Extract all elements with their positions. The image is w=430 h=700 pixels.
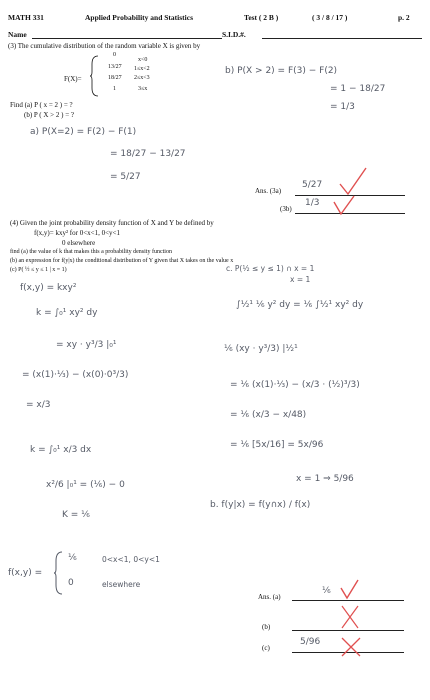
problem3-statement: (3) The cumulative distribution of the random variable X is given by	[8, 42, 201, 50]
joint-pdf: f(x,y)= kxy² for 0<x<1, 0<y<1	[34, 229, 120, 237]
joint-pdf-elsewhere: 0 elsewhere	[62, 239, 96, 247]
work-4-right-3: = ⅙ (x(1)·⅓) − (x/3 · (½)³/3)	[230, 380, 360, 390]
work-4-right-2: ⅙ (xy · y³/3) |½¹	[224, 344, 298, 354]
cdf-case-4-cond: 3≤x	[138, 86, 148, 92]
cdf-case-1-value: 0	[113, 52, 116, 58]
work-4-left-1: f(x,y) = kxy²	[20, 283, 77, 293]
find-3a: Find (a) P ( x = 2 ) = ?	[10, 101, 73, 109]
cdf-case-3-cond: 2≤x<3	[134, 75, 150, 81]
cdf-case-2-value: 13/27	[108, 64, 122, 70]
work-3a-line3: = 5/27	[110, 172, 141, 182]
ans-4c-label: (c)	[262, 644, 270, 652]
piecewise-brace	[54, 552, 64, 594]
ans-4a-value: ⅙	[322, 586, 331, 596]
cdf-brace	[90, 56, 100, 96]
ans-4a-label: Ans. (a)	[258, 593, 281, 601]
work-4-left-8: K = ⅙	[62, 510, 90, 520]
cdf-label: F(X)=	[64, 75, 82, 83]
find-4c: (c) P( ½ ≤ y ≤ 1 | x = 1)	[10, 267, 67, 273]
work-4-left-4: = (x(1)·⅓) − (x(0)·0³/3)	[22, 370, 129, 380]
work-3b-line1: b) P(X > 2) = F(3) − F(2)	[225, 66, 338, 76]
cdf-case-3-value: 18/27	[108, 75, 122, 81]
page-number: p. 2	[398, 13, 410, 22]
work-4-right-1: ∫½¹ ⅙ y² dy = ⅙ ∫½¹ xy² dy	[236, 300, 364, 310]
test-label: Test ( 2 B )	[244, 13, 279, 22]
x-mark-icon	[340, 604, 360, 630]
work-4-left-3: = xy · y³/3 |₀¹	[56, 340, 117, 350]
sid-label: S.I.D.#.	[222, 30, 246, 39]
work-3b-line3: = 1/3	[330, 102, 355, 112]
work-4-left-7: x²/6 |₀¹ = (⅙) − 0	[46, 480, 125, 490]
course-code: MATH 331	[8, 13, 44, 22]
ans-3a-label: Ans. (3a)	[255, 187, 282, 195]
name-line	[32, 38, 222, 39]
ans-3b-value: 1/3	[305, 198, 320, 208]
work-4-right-7: b. f(y|x) = f(y∩x) / f(x)	[210, 500, 311, 510]
piecewise-cond-2: elsewhere	[102, 580, 141, 589]
problem4-statement: (4) Given the joint probability density function of X and Y be defined by	[10, 219, 214, 227]
check-mark-icon	[340, 580, 360, 600]
x-mark-icon	[340, 636, 362, 658]
work-4-right-5: = ⅙ [5x/16] = 5x/96	[230, 440, 324, 450]
find-3b: (b) P ( X > 2 ) = ?	[24, 111, 75, 119]
work-4-left-6: k = ∫₀¹ x/3 dx	[30, 445, 92, 455]
ans-4a-line	[292, 600, 404, 601]
sid-line	[262, 38, 422, 39]
piecewise-cond-1: 0<x<1, 0<y<1	[102, 555, 160, 564]
ans-4b-line	[292, 630, 404, 631]
work-4-left-2: k = ∫₀¹ xy² dy	[36, 308, 98, 318]
work-4c-head: c. P(½ ≤ y ≤ 1) ∩ x = 1	[226, 264, 315, 273]
ans-4b-label: (b)	[262, 623, 271, 631]
piecewise-label: f(x,y) =	[8, 568, 43, 578]
work-3a-line1: a) P(X=2) = F(2) − F(1)	[30, 127, 137, 137]
cdf-case-4-value: 1	[113, 86, 116, 92]
find-4b: (b) an expression for f(y|x) the conditional distribution of Y given that X takes on the value x	[10, 258, 234, 264]
work-3b-line2: = 1 − 18/27	[330, 84, 386, 94]
work-4-right-6: x = 1 ⇒ 5/96	[296, 474, 354, 484]
check-mark-icon	[332, 196, 356, 216]
ans-3a-value: 5/27	[302, 180, 323, 190]
work-3a-line2: = 18/27 − 13/27	[110, 149, 186, 159]
check-mark-icon	[338, 168, 368, 198]
test-date: ( 3 / 8 / 17 )	[312, 13, 348, 22]
work-4-right-4: = ⅙ (x/3 − x/48)	[230, 410, 307, 420]
ans-4c-value: 5/96	[300, 637, 321, 647]
cdf-case-1-cond: x<0	[138, 57, 148, 63]
work-4c-sub: x = 1	[290, 275, 311, 284]
find-4a: find (a) the value of k that makes this a probability density function	[10, 249, 172, 255]
name-label: Name	[8, 30, 27, 39]
piecewise-value-1: ⅙	[68, 553, 77, 563]
piecewise-value-2: 0	[68, 578, 74, 588]
cdf-case-2-cond: 1≤x<2	[134, 66, 150, 72]
work-4-left-5: = x/3	[26, 400, 51, 410]
course-title: Applied Probability and Statistics	[85, 13, 194, 22]
ans-3b-label: (3b)	[280, 205, 292, 213]
